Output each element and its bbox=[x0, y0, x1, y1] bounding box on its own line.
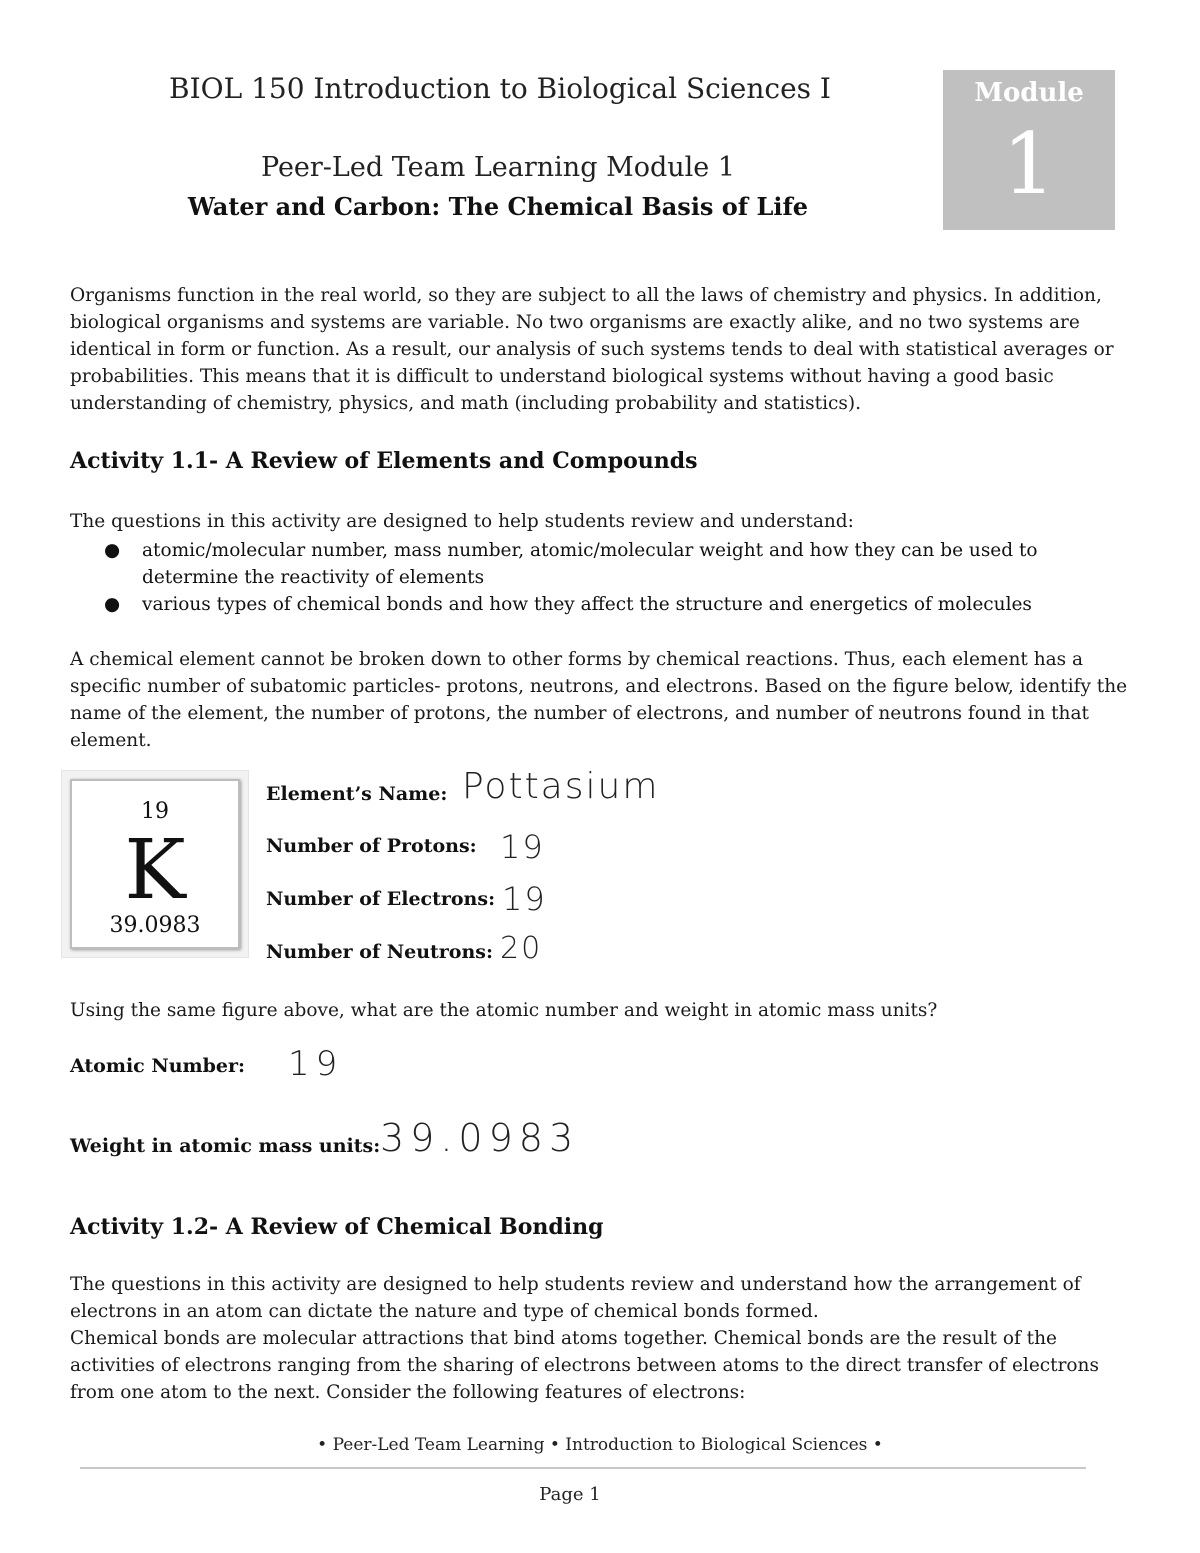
activity-1-lead: The questions in this activity are designed to help students review and understand: bbox=[70, 511, 854, 532]
protons-answer: 19 bbox=[500, 828, 545, 866]
atomic-number-answer: 19 bbox=[288, 1044, 344, 1084]
element-tile-card bbox=[70, 779, 240, 949]
page-number: Page 1 bbox=[539, 1484, 601, 1505]
weight-answer: 39.0983 bbox=[380, 1116, 580, 1160]
atomic-number-label: Atomic Number: bbox=[70, 1055, 246, 1077]
module-badge-label: Module bbox=[974, 78, 1084, 108]
protons-label: Number of Protons: bbox=[266, 835, 477, 857]
element-name-answer: Pottasium bbox=[462, 766, 660, 807]
module-badge-number: 1 bbox=[1002, 115, 1056, 213]
module-subtitle: Water and Carbon: The Chemical Basis of Life bbox=[187, 192, 809, 221]
question-2: Using the same figure above, what are the atomic number and weight in atomic mass units? bbox=[70, 1000, 938, 1021]
activity-1-heading: Activity 1.1- A Review of Elements and Compounds bbox=[70, 448, 698, 474]
electrons-answer: 19 bbox=[502, 880, 547, 918]
element-symbol: K bbox=[124, 823, 186, 918]
element-atomic-number: 19 bbox=[141, 799, 169, 824]
bullet-icon: ● bbox=[104, 540, 121, 561]
weight-label: Weight in atomic mass units: bbox=[70, 1135, 381, 1157]
intro-paragraph: Organisms function in the real world, so they are subject to all the laws of chemistry and physics. In addition, biological organisms and systems are variable. No two organisms are exactly alike, and no two systems are identical in form or function. As a result, our analysis of such systems tends to deal with statistical averages or probabilities. This means that it is difficult to understand biological systems without having a good basic understanding of chemistry, physics, and math (including probability and statistics). bbox=[70, 285, 1114, 414]
footer-text: • Peer-Led Team Learning • Introduction to Biological Sciences • bbox=[317, 1435, 883, 1455]
activity-2-heading: Activity 1.2- A Review of Chemical Bonding bbox=[70, 1214, 604, 1240]
activity-2-paragraph-2: Chemical bonds are molecular attractions that bind atoms together. Chemical bonds are the result of the activities of electrons ranging from the sharing of electrons between atoms to the direct transfer of electrons from one atom to the next. Consider the following features of electrons: bbox=[70, 1328, 1099, 1403]
element-tile bbox=[61, 770, 249, 958]
element-name-label: Element’s Name: bbox=[266, 783, 448, 805]
electrons-label: Number of Electrons: bbox=[266, 888, 496, 910]
neutrons-answer: 20 bbox=[500, 931, 543, 966]
list-item bbox=[100, 591, 1130, 618]
list-item bbox=[100, 537, 1130, 591]
course-title: BIOL 150 Introduction to Biological Sciences I bbox=[169, 72, 831, 105]
activity-1-paragraph: A chemical element cannot be broken down to other forms by chemical reactions. Thus, each element has a specific number of subatomic particles- protons, neutrons, and electrons. Based on the figure below, identify the name of the element, the number of protons, the number of electrons, and number of neutrons found in that element. bbox=[70, 649, 1128, 751]
activity-1-bullets bbox=[100, 537, 1130, 618]
element-weight: 39.0983 bbox=[109, 913, 201, 938]
list-item-text: atomic/molecular number, mass number, atomic/molecular weight and how they can be used to determine the reactivity of elements bbox=[142, 540, 1038, 588]
module-badge bbox=[943, 70, 1115, 230]
list-item-text: various types of chemical bonds and how they affect the structure and energetics of molecules bbox=[142, 594, 1032, 615]
neutrons-label: Number of Neutrons: bbox=[266, 941, 493, 963]
module-title: Peer-Led Team Learning Module 1 bbox=[260, 152, 736, 183]
bullet-icon: ● bbox=[104, 594, 121, 615]
activity-2-paragraph-1: The questions in this activity are designed to help students review and understand how the arrangement of electrons in an atom can dictate the nature and type of chemical bonds formed. bbox=[70, 1274, 1081, 1322]
footer-divider bbox=[80, 1467, 1086, 1469]
